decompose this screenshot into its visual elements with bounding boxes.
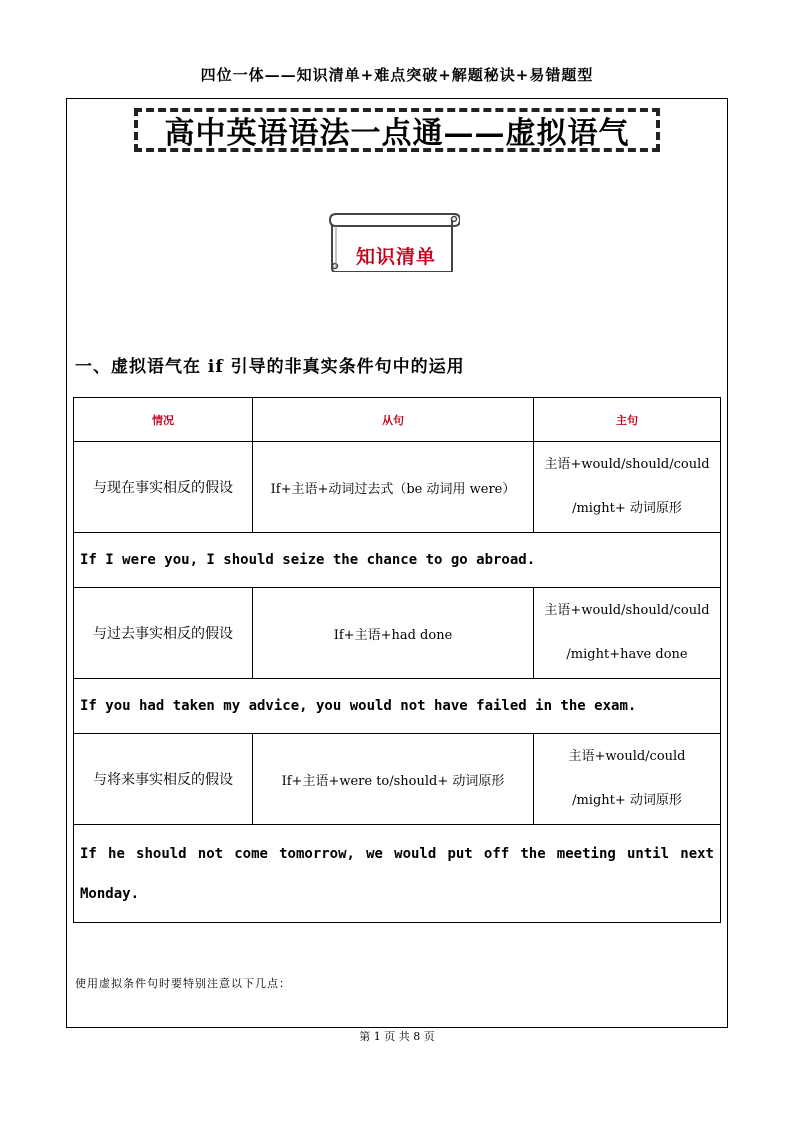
example-row [74, 679, 721, 734]
header-situation: 情况 [74, 398, 253, 442]
example-sentence: If I were you, I should seize the chance to go abroad. [74, 533, 721, 588]
example-sentence: If you had taken my advice, you would not have failed in the exam. [74, 679, 721, 734]
table-header-row [74, 398, 721, 442]
section-banner [326, 210, 460, 272]
situation-cell: 与过去事实相反的假设 [74, 588, 253, 679]
main-clause-cell [534, 588, 721, 679]
if-clause-cell: If+主语+had done [253, 588, 534, 679]
header-clause: 从句 [253, 398, 534, 442]
page-title: 高中英语语法一点通——虚拟语气 [134, 108, 660, 152]
table-row [74, 734, 721, 825]
situation-cell: 与现在事实相反的假设 [74, 442, 253, 533]
main-clause-line: /might+ 动词原形 [572, 793, 682, 808]
main-clause-line: 主语+would/should/could [544, 457, 710, 472]
page-number: 第 1 页 共 8 页 [359, 1030, 435, 1043]
running-header: 四位一体——知识清单+难点突破+解题秘诀+易错题型 [200, 66, 594, 84]
section-heading: 一、虚拟语气在 if 引导的非真实条件句中的运用 [75, 357, 465, 377]
header-main-clause: 主句 [534, 398, 721, 442]
usage-note: 使用虚拟条件句时要特别注意以下几点： [75, 977, 291, 990]
main-clause-line: 主语+would/could [568, 749, 686, 764]
example-row [74, 825, 721, 923]
situation-cell: 与将来事实相反的假设 [74, 734, 253, 825]
banner-label: 知识清单 [355, 246, 436, 268]
main-clause-line: /might+ 动词原形 [572, 501, 682, 516]
grammar-table [73, 397, 721, 923]
table-row [74, 588, 721, 679]
if-clause-cell: If+主语+were to/should+ 动词原形 [253, 734, 534, 825]
if-clause-cell: If+主语+动词过去式（be 动词用 were） [253, 442, 534, 533]
main-clause-line: /might+have done [566, 647, 688, 662]
main-clause-cell [534, 442, 721, 533]
main-clause-cell [534, 734, 721, 825]
example-sentence: If he should not come tomorrow, we would put off the meeting until next Monday. [74, 825, 721, 923]
example-row [74, 533, 721, 588]
main-clause-line: 主语+would/should/could [544, 603, 710, 618]
table-row [74, 442, 721, 533]
